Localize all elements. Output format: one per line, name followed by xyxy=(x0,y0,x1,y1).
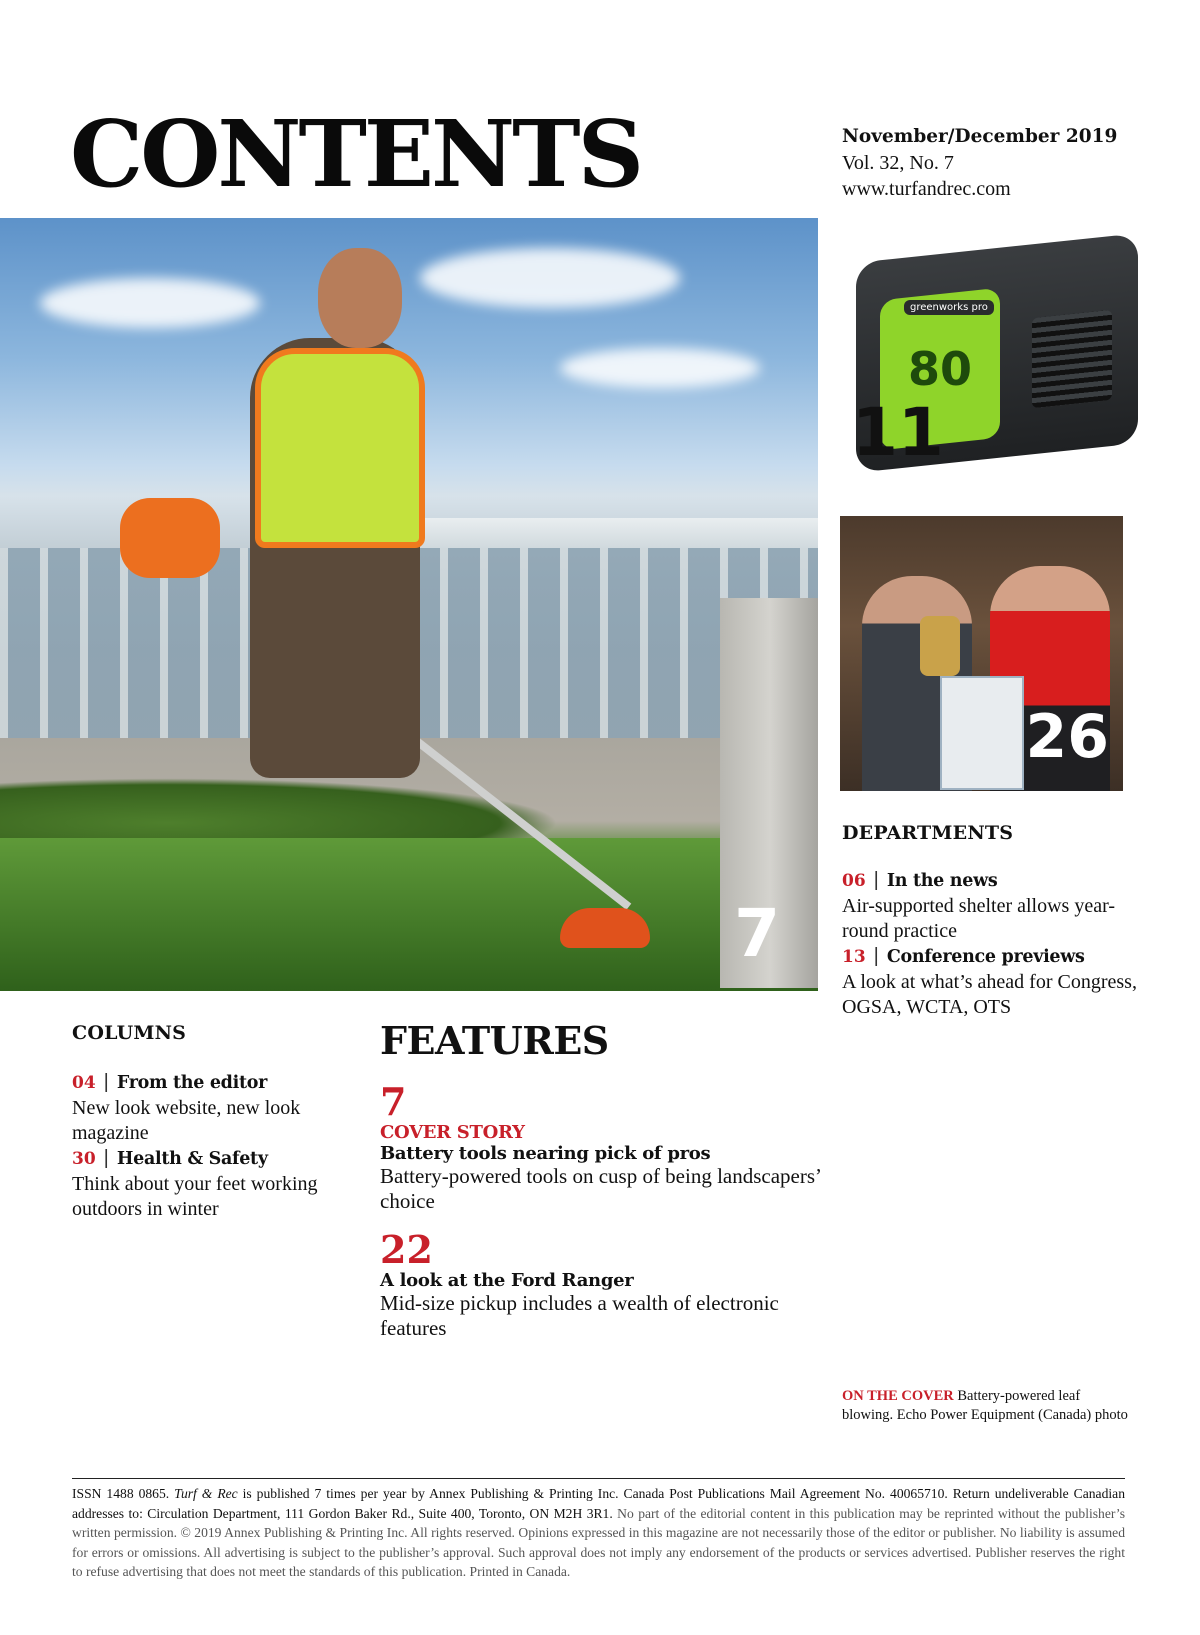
battery-photo xyxy=(842,224,1158,474)
feature-description: Mid-size pickup includes a wealth of electronic features xyxy=(380,1291,779,1340)
cover-caption-label: ON THE COVER xyxy=(842,1388,954,1404)
entry-title: From the editor xyxy=(116,1073,268,1093)
feature-description: Battery-powered tools on cusp of being landscapers’ choice xyxy=(380,1164,821,1213)
entry-description: A look at what’s ahead for Congress, OGSA, WCTA, OTS xyxy=(842,971,1137,1018)
issn: ISSN 1488 0865. xyxy=(72,1486,170,1501)
page-title: CONTENTS xyxy=(70,100,642,208)
feature-kicker: COVER STORY xyxy=(380,1122,525,1143)
cover-caption-text: Battery-powered leaf blowing. Echo Power Equipment (Canada) photo xyxy=(842,1388,1128,1423)
issue-date: November/December 2019 xyxy=(842,126,1118,147)
fine-print: No part of the editorial content in this publication may be reprinted without the publisher’s written permission. © 2019 Annex Publishing & Printing Inc. All rights reserved. Opinions expressed in this magazine are not necessarily those of the editor or publisher. No liability is assumed for errors or omissions. All advertising is subject to the publisher’s approval. Such approval does not imply any endorsement of the products or services advertised. Publisher reserves the right to refuse advertising that does not meet the standards of this publication. Printed in Canada. xyxy=(72,1505,1125,1579)
cover-photo xyxy=(0,218,818,991)
list-item[interactable]: 04 | From the editor New look website, new look magazine xyxy=(72,1070,362,1146)
publication-line: is published 7 times per year by Annex Publishing & Printing Inc. Canada Post Publications Mail Agreement No. 40065710. Return undeliverable Canadian addresses to: Circulation Department, 111 Gordon Baker Rd., Suite 400, Toronto, ON M2H 3R1. xyxy=(72,1486,1125,1521)
columns-section xyxy=(72,1022,362,1222)
feature-page-number: 22 xyxy=(380,1227,433,1272)
entry-description: Think about your feet working outdoors in winter xyxy=(72,1173,318,1220)
feature-title: Battery tools nearing pick of pros xyxy=(380,1143,711,1164)
entry-description: New look website, new look magazine xyxy=(72,1097,301,1144)
departments-heading: DEPARTMENTS xyxy=(842,822,1014,844)
entry-page-number: 30 xyxy=(72,1149,96,1169)
entry-title: In the news xyxy=(886,871,998,891)
battery-page-number[interactable]: 11 xyxy=(852,394,944,471)
feature-item[interactable] xyxy=(380,1227,850,1341)
entry-page-number: 04 xyxy=(72,1073,96,1093)
feature-page-number: 7 xyxy=(380,1079,407,1124)
entry-page-number: 13 xyxy=(842,947,866,967)
battery-brand-logo: greenworks pro xyxy=(904,300,994,315)
entry-description: Air-supported shelter allows year-round practice xyxy=(842,895,1115,942)
departments-section xyxy=(842,822,1142,1020)
list-item[interactable]: 06 | In the news Air-supported shelter allows year-round practice xyxy=(842,868,1142,944)
features-heading: FEATURES xyxy=(380,1018,609,1063)
publication-name: Turf & Rec xyxy=(174,1486,238,1501)
website-link[interactable]: www.turfandrec.com xyxy=(842,178,1011,200)
list-item[interactable]: 30 | Health & Safety Think about your feet working outdoors in winter xyxy=(72,1146,362,1222)
people-page-number[interactable]: 26 xyxy=(1025,702,1109,772)
footer-divider xyxy=(72,1478,1125,1479)
entry-title: Conference previews xyxy=(886,947,1085,967)
columns-heading: COLUMNS xyxy=(72,1022,187,1044)
issue-info xyxy=(842,124,1117,202)
legal-notice xyxy=(72,1484,1125,1582)
feature-item[interactable] xyxy=(380,1079,850,1214)
cover-caption xyxy=(842,1387,1132,1425)
list-item[interactable]: 13 | Conference previews A look at what’s ahead for Congress, OGSA, WCTA, OTS xyxy=(842,944,1142,1020)
cover-page-number[interactable]: 7 xyxy=(734,895,780,972)
entry-page-number: 06 xyxy=(842,871,866,891)
handshake-photo xyxy=(840,516,1123,791)
feature-title: A look at the Ford Ranger xyxy=(380,1270,634,1291)
issue-volume: Vol. 32, No. 7 xyxy=(842,152,954,174)
entry-title: Health & Safety xyxy=(116,1149,268,1169)
battery-label: 80 xyxy=(908,342,973,396)
